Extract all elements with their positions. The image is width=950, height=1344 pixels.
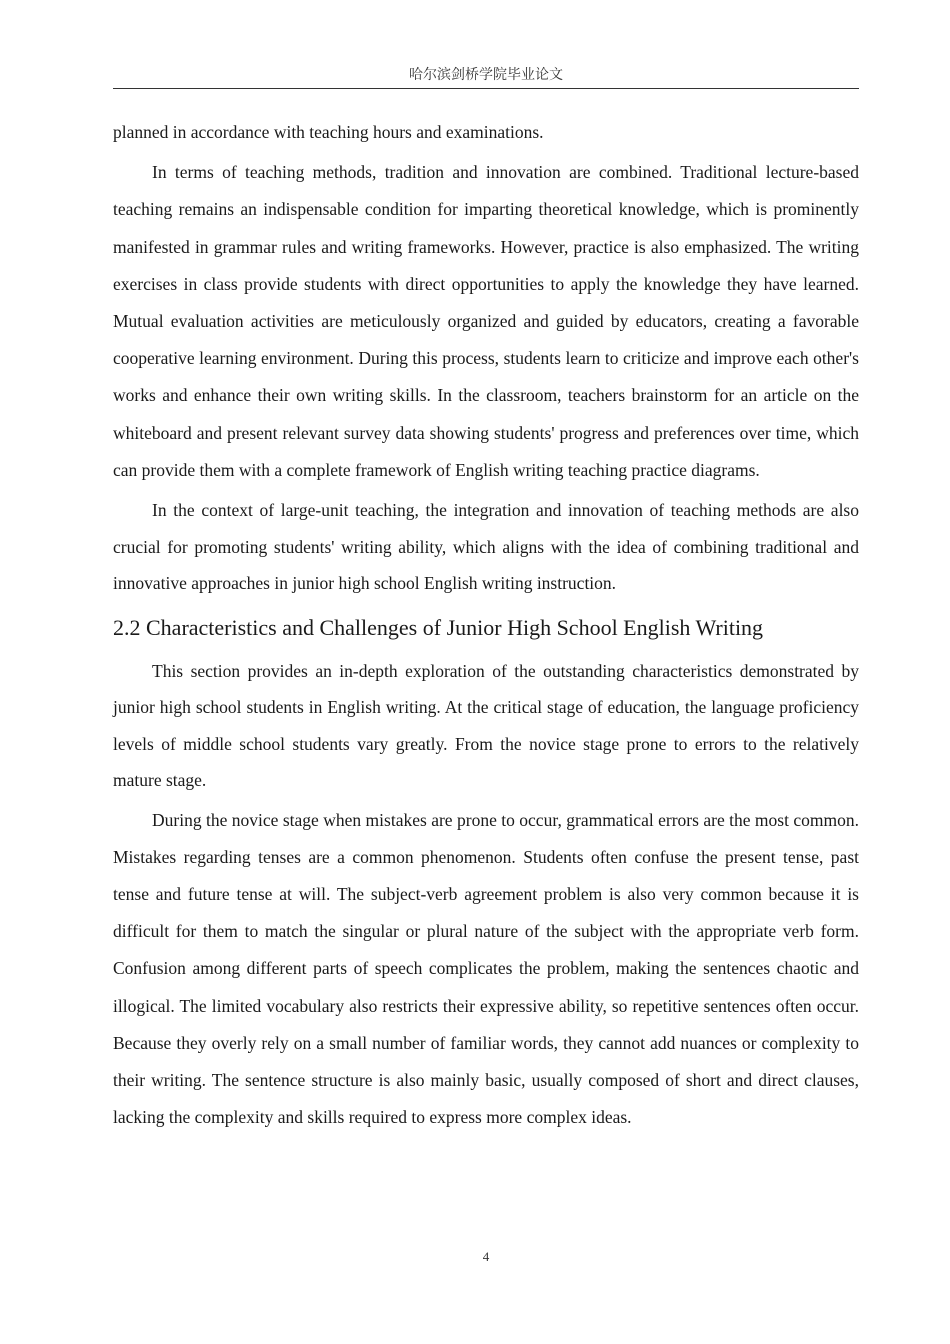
paragraph-teaching-methods: In terms of teaching methods, tradition and innovation are combined. Traditional lecture-based teaching remains an indispensable condition for imparting theoretical knowledge, which is prominently manifested in grammar rules and writing frameworks. However, practice is also emphasized. The writing exercises in class provide students with direct opportunities to apply the knowledge they have learned. Mutual evaluation activities are meticulously organized and guided by educators, creating a favorable cooperative learning environment. During this process, students learn to criticize and improve each other's works and enhance their own writing skills. In the classroom, teachers brainstorm for an article on the whiteboard and present relevant survey data showing students' progress and preferences over time, which can provide them with a complete framework of English writing teaching practice diagrams. — [113, 162, 859, 480]
paragraph-characteristics: This section provides an in-depth exploration of the outstanding characteristics demonstrated by junior high school students in English writing. At the critical stage of education, the language proficiency levels of middle school students vary greatly. From the novice stage prone to errors to the relatively mature stage. — [113, 660, 859, 791]
paragraph-novice-stage: During the novice stage when mistakes are prone to occur, grammatical errors are the most common. Mistakes regarding tenses are a common phenomenon. Students often confuse the present tense, past tense and future tense at will. The subject-verb agreement problem is also very common because it is difficult for them to match the singular or plural nature of the subject with the appropriate verb form. Confusion among different parts of speech complicates the problem, making the sentences chaotic and illogical. The limited vocabulary also restricts their expressive ability, so repetitive sentences often occur. Because they overly rely on a small number of familiar words, they cannot add nuances or complexity to their writing. The sentence structure is also mainly basic, usually composed of short and direct clauses, lacking the complexity and skills required to express more complex ideas. — [113, 809, 859, 1128]
page-number: 4 — [482, 1249, 490, 1264]
paragraph-large-unit-teaching: In the context of large-unit teaching, the integration and innovation of teaching methods are also crucial for promoting students' writing ability, which aligns with the idea of combining traditional and innovative approaches in junior high school English writing instruction. — [113, 500, 859, 594]
running-header: 哈尔滨剑桥学院毕业论文 — [409, 67, 563, 83]
header-rule — [113, 88, 859, 89]
paragraph-continuation: planned in accordance with teaching hours and examinations. — [113, 122, 544, 142]
body-text — [113, 114, 859, 1136]
section-heading: 2.2 Characteristics and Challenges of Junior High School English Writing — [113, 614, 764, 640]
